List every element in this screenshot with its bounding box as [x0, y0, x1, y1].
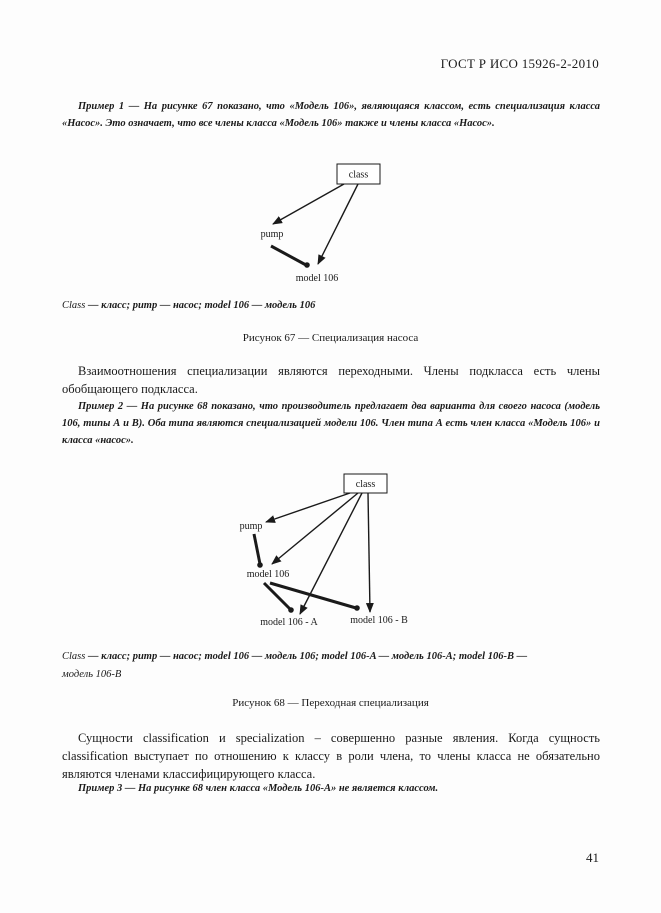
class-node-label: class — [355, 479, 376, 490]
document-header: ГОСТ Р ИСО 15926-2-2010 — [440, 56, 599, 71]
model106-node-label: model 106 — [295, 273, 339, 284]
model106-node-label: model 106 — [246, 569, 290, 580]
specialization-dot — [354, 605, 360, 611]
arrow-class-to-model106 — [272, 493, 358, 564]
paragraph-2: Сущности classification и specialization – совершенно разные явления. Когда сущность classification выступает по отношению к классу в роли члена, то члены класса не обязательно являются членами классифицирующего класса. — [62, 731, 600, 781]
example-1: Пример 1 — На рисунке 67 показано, что «Модель 106», являющаяся классом, есть специализация класса «Насос». Это означает, что все члены класса «Модель 106» также и члены класса «Насос». — [62, 101, 600, 129]
example-2: Пример 2 — На рисунке 68 показано, что производитель предлагает два варианта для своего насоса (модель 106, типы А и В). Оба типа являются специализацией модели 106. Член типа А есть член класса «Модель 106» и класса «насос». — [62, 401, 600, 446]
specialization-dot — [288, 607, 294, 613]
arrow-class-to-pump — [266, 493, 350, 522]
specialization-link-model106-model106b — [270, 583, 356, 608]
figure-67-caption: Рисунок 67 — Специализация насоса — [242, 332, 419, 344]
figure-68-legend: Class — класс; pump — насос; model 106 — модель 106; model 106-A — модель 106-A; model 106-B — модель 106-B — [62, 651, 528, 680]
specialization-dot — [257, 562, 263, 568]
specialization-link-pump-model106 — [254, 534, 260, 564]
model106b-node-label: model 106 - B — [350, 615, 408, 626]
example-3: Пример 3 — На рисунке 68 член класса «Модель 106-А» не является классом. — [78, 783, 439, 794]
model106a-node-label: model 106 - A — [260, 617, 318, 628]
pump-node-label: pump — [239, 521, 263, 532]
pump-node-label: pump — [260, 229, 284, 240]
page-number: 41 — [586, 850, 599, 865]
figure-67-legend: Class — класс; pump — насос; model 106 — модель 106 — [62, 300, 316, 311]
class-node-label: class — [348, 169, 369, 181]
paragraph-1: Взаимоотношения специализации являются переходными. Члены подкласса есть члены обобщающего подкласса. — [62, 364, 600, 396]
arrow-class-to-model106b — [368, 493, 370, 612]
figure-68-caption: Рисунок 68 — Переходная специализация — [232, 697, 429, 709]
